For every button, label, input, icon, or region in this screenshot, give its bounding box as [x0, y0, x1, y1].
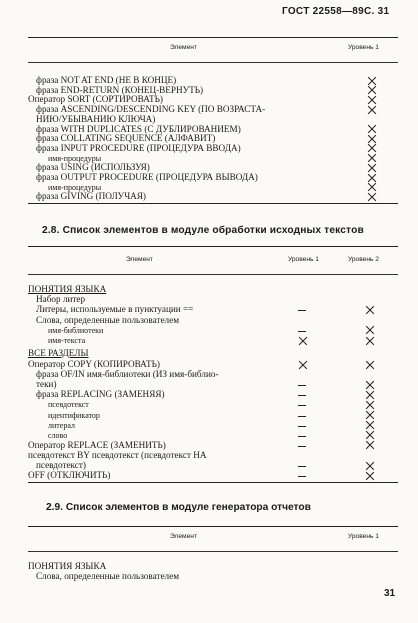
table2-col-element: Элемент	[126, 256, 153, 263]
table-row-text: фраза ASCENDING/DESCENDING KEY (ПО ВОЗРАСТА-	[36, 104, 266, 115]
table-row-level-x-mark	[367, 144, 376, 153]
table2-col-level1: Уровень 1	[288, 256, 319, 263]
table-row-l2-x-mark	[365, 336, 374, 345]
table2-col-level2: Уровень 2	[348, 256, 379, 263]
table-row-l1-dash-mark	[298, 310, 306, 311]
table-row-text: идентификатор	[48, 410, 100, 420]
table-row-level-x-mark	[367, 163, 376, 172]
group-heading-language-concepts: ПОНЯТИЯ ЯЗЫКА	[28, 284, 107, 294]
table-row-text: OFF (ОТКЛЮЧИТЬ)	[28, 470, 111, 481]
table-row-level-x-mark	[367, 183, 376, 192]
table-row-text: Литеры, используемые в пунктуации ==	[36, 304, 194, 315]
table2-bottom-rule	[28, 482, 398, 483]
table-row-level-x-mark	[367, 192, 376, 201]
table3-header-rule	[28, 551, 398, 552]
table-row-text: псевдотекст BY псевдотекст (псевдотекст НА	[28, 449, 207, 460]
group-heading-all-divisions: ВСЕ РАЗДЕЛЫ	[28, 348, 89, 358]
table-row-text: Оператор COPY (КОПИРОВАТЬ)	[28, 359, 160, 369]
table-row-l1-dash-mark	[298, 385, 306, 386]
document-code: ГОСТ 22558—89	[282, 6, 365, 17]
table1-top-rule	[28, 37, 398, 38]
table-row-text: псевдотекст	[48, 400, 89, 410]
table-row-text: псевдотекст)	[36, 460, 86, 470]
table-row-text: фраза COLLATING SEQUENCE (АЛФАВИТ)	[36, 133, 216, 144]
table-row-level-x-mark	[367, 86, 376, 95]
table1-col-element: Элемент	[170, 44, 197, 51]
table-row-l1-dash-mark	[298, 331, 306, 332]
table-row-l1-dash-mark	[298, 476, 306, 477]
table-row-text: Оператор REPLACE (ЗАМЕНИТЬ)	[28, 439, 166, 450]
table-row-l2-x-mark	[365, 326, 374, 335]
table2-top-rule	[28, 246, 398, 247]
table-row-l1-dash-mark	[298, 426, 306, 427]
table-row-l1-x-mark	[298, 360, 307, 369]
table-row-l2-x-mark	[365, 441, 374, 450]
table-row-text: Набор литер	[36, 294, 86, 304]
table-row-text: фраза OF/IN имя-библиотеки (ИЗ имя-библио-	[36, 369, 219, 380]
table-row-text: Оператор SORT (СОРТИРОВАТЬ)	[28, 94, 163, 105]
table-row-level-x-mark	[367, 154, 376, 163]
table-row-l1-dash-mark	[298, 446, 306, 447]
table-row-text: НИЮ/УБЫВАНИЮ КЛЮЧА)	[36, 113, 156, 124]
table3-col-element: Элемент	[170, 533, 197, 540]
table-row-l2-x-mark	[365, 390, 374, 399]
table-row-text: фраза WITH DUPLICATES (С ДУБЛИРОВАНИЕМ)	[36, 123, 241, 134]
table-row-text: имя-процедуры	[48, 153, 102, 163]
table-row-text: Слова, определенные пользователем	[36, 314, 180, 325]
section-2-8-title: 2.8. Список элементов в модуле обработки исходных текстов	[42, 225, 364, 236]
table3-col-level: Уровень 1	[348, 533, 379, 540]
table-row-text: фраза INPUT PROCEDURE (ПРОЦЕДУРА ВВОДА)	[36, 142, 241, 153]
table-row-text: литерал	[48, 420, 75, 430]
table-row-l2-x-mark	[365, 305, 374, 314]
table-row-l1-x-mark	[298, 336, 307, 345]
table1-header-rule	[28, 62, 398, 63]
table-row-text: фраза NOT AT END (НЕ В КОНЦЕ)	[36, 75, 177, 85]
page-number: 31	[384, 588, 396, 599]
table-row-l2-x-mark	[365, 431, 374, 440]
page-label: С. 31	[364, 6, 390, 17]
table-row-l2-x-mark	[365, 471, 374, 480]
table-row-l2-x-mark	[365, 421, 374, 430]
table-row-l2-x-mark	[365, 380, 374, 389]
table-row-level-x-mark	[367, 95, 376, 104]
section-2-9-title: 2.9. Список элементов в модуле генератора отчетов	[46, 502, 311, 513]
table-row-text: теки)	[36, 379, 57, 390]
table2-header-rule	[28, 274, 398, 275]
table-row-l1-dash-mark	[298, 416, 306, 417]
table-row-l2-x-mark	[365, 461, 374, 470]
table-row-l2-x-mark	[365, 400, 374, 409]
table-row-level-x-mark	[367, 173, 376, 182]
table-row-l1-dash-mark	[298, 436, 306, 437]
table-row-text: имя-библиотеки	[48, 325, 104, 335]
table-row-level-x-mark	[367, 134, 376, 143]
table-row-l1-dash-mark	[298, 405, 306, 406]
table-row-l2-x-mark	[365, 360, 374, 369]
table-row-text: фраза REPLACING (ЗАМЕНЯЯ)	[36, 389, 165, 400]
table-row-l2-x-mark	[365, 411, 374, 420]
table-row-text: имя-процедуры	[48, 182, 102, 192]
table1-col-level: Уровень 1	[348, 44, 379, 51]
table-row-level-x-mark	[367, 76, 376, 85]
table-row-l1-dash-mark	[298, 466, 306, 467]
table-row-level-x-mark	[367, 105, 376, 114]
text-line: Слова, определенные пользователем	[36, 571, 180, 581]
table-row-text: фраза USING (ИСПОЛЬЗУЯ)	[36, 162, 150, 173]
table-row-text: фраза OUTPUT PROCEDURE (ПРОЦЕДУРА ВЫВОДА)	[36, 172, 258, 182]
table-row-text: фраза END-RETURN (КОНЕЦ-ВЕРНУТЬ)	[36, 84, 204, 95]
table-row-level-x-mark	[367, 125, 376, 134]
table-row-l1-dash-mark	[298, 395, 306, 396]
group-heading-language-concepts-2: ПОНЯТИЯ ЯЗЫКА	[28, 561, 107, 571]
table-row-text: имя-текста	[48, 336, 86, 346]
table-row-text: фраза GIVING (ПОЛУЧАЯ)	[36, 191, 146, 202]
table3-top-rule	[28, 526, 398, 527]
table1-bottom-rule	[28, 203, 398, 204]
table-row-text: слово	[48, 430, 68, 440]
